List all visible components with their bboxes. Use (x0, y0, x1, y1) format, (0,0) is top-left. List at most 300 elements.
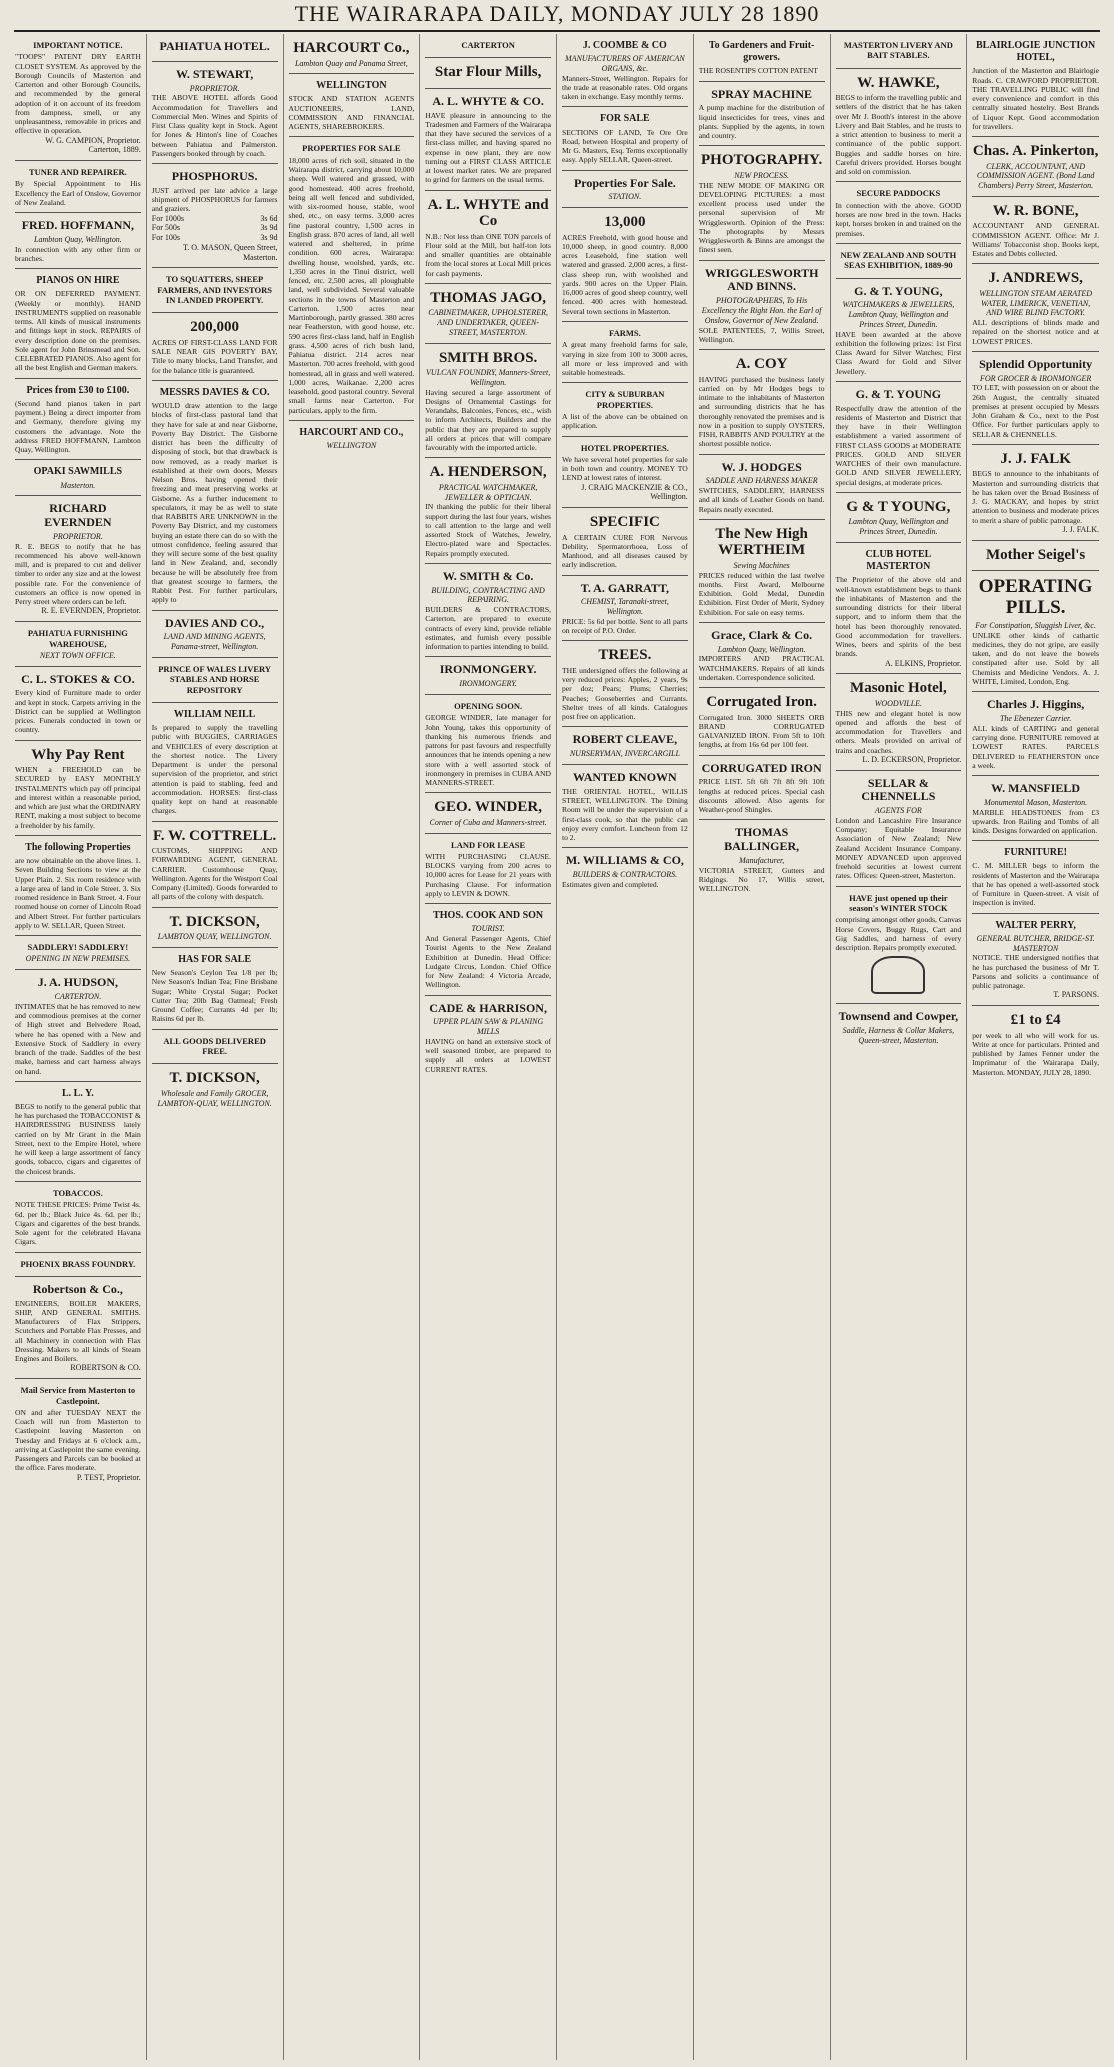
ad-body: BEGS to notify to the general public that he has purchased the TOBACCONIST & HAIRDRESSING BUSINESS lately carried on by Mr Grant in the Main Street, next to the Empire Hotel, where he will keep a large assortment of fancy goods, tobacco, cigars and cigarettes of the choicest brands. (15, 1101, 141, 1176)
ad-body: In connection with the above. GOOD horses are now bred in the town. Hacks kept, horses broken in and trained on the premises. (835, 200, 962, 238)
ad-subtitle: VULCAN FOUNDRY, Manners-Street, Wellington. (426, 368, 551, 387)
advertisement (699, 350, 825, 455)
ad-title: FRED. HOFFMANN, (21, 218, 135, 233)
advertisement (152, 1030, 278, 1065)
ad-signature: J. CRAIG MACKENZIE & CO., Wellington. (581, 482, 688, 502)
advertisement (972, 137, 1099, 197)
ad-body: THIS new and elegant hotel is now opened and affords the best of accommodation for Travellers and others. Meals provided on arrival of trains and coaches. (835, 708, 962, 755)
advertisement (562, 727, 688, 765)
advertisement (15, 667, 141, 741)
ad-body: 18,000 acres of rich soil, situated in the Wairarapa district, carrying about 10,000 sheep. Well watered and grassed, with good homestead. 400 acres freehold, being all well fenced and subdivided, with six-roomed house, stable, wool shed, etc., on easy terms. 3,000 acres fine pastoral country, 1,500 acres in English grass. 870 acres of land, all well watered and sheltered, in prime condition. 600 acres, Wairarapa: dwelling house, woolshed, yards, etc. 1,350 acres in the Tinui district, well fenced, etc. 2,500 acres, all ploughable land, well subdivided. Several valuable sections in the towns of Masterton and Carterton. 1,500 acres near Martinborough, partly grassed. 380 acres near Featherston, with good house, etc. 590 acres first-class land, half in English grass. 4,500 acres of rich bush land, Pahiatua district. 214 acres near Masterton. 700 acres freehold, with good homestead, all in grass and well watered. 1,000 acres, Waikanae. 2,200 acres leasehold, good pastoral country. Several small farms near Carterton. For particulars, apply to the firm. (288, 155, 415, 415)
advertisement (562, 171, 688, 209)
ad-subtitle: Monumental Mason, Masterton. (984, 797, 1088, 807)
ad-body: THE ORIENTAL HOTEL, WILLIS STREET, WELLINGTON. The Dining Room will be under the supervision of a first-class cook, so that the public can enjoy every comfort. Luncheon from 12 to 2. (562, 786, 688, 842)
ad-body: BUILDERS & CONTRACTORS, Carterton, are prepared to execute contracts of every kind, provide reliable estimates, and furnish every possible information to parties intending to build. (425, 605, 551, 652)
ad-title: Chas. A. Pinkerton, (972, 143, 1099, 160)
ad-subtitle: PRACTICAL WATCHMAKER, JEWELLER & OPTICIAN. (438, 482, 538, 502)
ad-body: Estimates given and completed. (562, 879, 659, 889)
ad-subtitle: UPPER PLAIN SAW & PLANING MILLS (432, 1017, 544, 1037)
ad-body: WHEN a FREEHOLD can be SECURED by EASY MONTHLY INSTALMENTS which pay off principal and interest within a reasonable period, and which are just what the ORDINARY RENT, making a most subject to become a freeholder by his family. (15, 765, 141, 830)
ad-body: Manners-Street, Wellington. Repairs for the trade at reasonable rates. Old organs taken in exchange. Easy monthly terms. (562, 73, 688, 102)
ad-body: Every kind of Furniture made to order and kept in stock. Carpets arriving in the District can be supplied at Wellington prices. Funerals conducted in town or country. (15, 688, 141, 735)
ad-title: T. A. GARRATT, (580, 580, 670, 595)
ad-subtitle: NURSERYMAN, INVERCARGILL (569, 749, 680, 759)
advertisement (15, 970, 141, 1082)
advertisement (425, 834, 551, 905)
ad-body: And General Passenger Agents, Chief Tourist Agents to the New Zealand Exhibition at Dunedin. Head Office: Ludgate Circus, London. Chief Office for New Zealand: 4 Victoria Arcade, Wellington. (425, 934, 551, 990)
ad-body: NOTE THESE PRICES: Prime Twist 4s. 6d. per lb.; Black Juice 4s. 6d. per lb.; Cigars and cigarettes of the best brands. Sole agent for the celebrated Havana Cigars. (15, 1200, 141, 1247)
ad-signature: ROBERTSON & CO. (70, 1363, 141, 1373)
ad-title: A. COY (735, 356, 788, 373)
advertisement (152, 1064, 278, 1113)
ad-body: TO LET, with possession on or about the 26th August, the centrally situated premises at present occupied by Messrs John Graham & Co., next to the Post Office. For further particulars apply to SELLAR & CHENNELLS. (972, 383, 1099, 439)
advertisement (425, 34, 551, 58)
ad-title: BLAIRLOGIE JUNCTION HOTEL, (976, 40, 1096, 64)
advertisement (562, 576, 688, 642)
ad-signature: A. ELKINS, Proprietor. (885, 658, 962, 668)
ad-body: STOCK AND STATION AGENTS AUCTIONEERS, LAND, COMMISSION AND FINANCIAL AGENTS, SHAREBROKERS. (288, 94, 415, 132)
price-label: For 1000s (151, 213, 184, 223)
advertisement (972, 776, 1099, 841)
ad-signature: J. J. FALK. (1062, 524, 1099, 534)
ad-subtitle: PROPRIETOR. (189, 83, 240, 93)
ad-title: The New High WERTHEIM (715, 525, 808, 559)
ad-title: OPENING SOON. (454, 701, 523, 711)
ad-title: J. ANDREWS, (988, 270, 1083, 287)
ad-subtitle: LAMBTON QUAY, WELLINGTON. (157, 932, 272, 942)
advertisement (15, 622, 141, 666)
ad-body: Respectfully draw the attention of the residents of Masterton and District that they have in their Wellington establishment a varied assortment of FIRST CLASS GOODS at MODERATE PRICES. GOLD AND SILVER WATCHES of their own manufacture. GOLD AND SILVER JEWELLERY, special designs, at moderate prices. (835, 403, 962, 487)
advertisement (425, 695, 551, 793)
advertisement (699, 34, 825, 82)
advertisement (425, 564, 551, 658)
ad-title: Prices from £30 to £100. (26, 384, 130, 396)
ad-title: SMITH BROS. (438, 349, 538, 366)
ad-title: HAVE just opened up their season's WINTER STOCK (849, 892, 948, 913)
advertisement (152, 703, 278, 822)
ad-body: Is prepared to supply the travelling public with BUGGIES, CARRIAGES and VEHICLES of every description at the shortest notice. The Livery Department is under the personal supervision of the proprietor, and strict attention is paid to stabling, feed and accommodation. HORSES: first-class quality kept on hand at reasonable charges. (151, 723, 278, 816)
ad-body: SWITCHES, SADDLERY, HARNESS and all kinds of Leather Goods on hand. Repairs neatly executed. (698, 486, 825, 514)
advertisement (425, 344, 551, 459)
ad-title: RICHARD EVERNDEN (44, 501, 112, 530)
advertisement (836, 69, 962, 183)
advertisement (699, 455, 825, 520)
advertisement (15, 161, 141, 213)
ad-body: Corrugated Iron. 3000 SHEETS ORB BRAND CORRUGATED GALVANIZED IRON. From 5ft to 10ft lengths, at from 16s 6d per 100 feet. (698, 712, 825, 750)
column-1 (10, 34, 147, 2060)
ad-title: Masonic Hotel, (850, 680, 947, 697)
ad-subtitle: WELLINGTON STEAM AERATED WATER, LIMERICK, VENETIAN, AND WIRE BLIND FACTORY. (979, 288, 1092, 318)
advertisement (836, 674, 962, 770)
ad-subtitle: PROPRIETOR. (52, 531, 103, 541)
ad-title: J. COOMBE & CO (582, 40, 667, 51)
ad-subtitle: Lambton Quay, Wellington and Princes Street, Dunedin. (848, 517, 949, 537)
ad-signature: L. D. ECKERSON, Proprietor. (862, 754, 962, 764)
ad-subtitle: NEXT TOWN OFFICE. (39, 650, 116, 660)
ad-body: ENGINEERS, BOILER MAKERS, SHIP, AND GENERAL SMITHS. Manufacturers of Flax Strippers, Scutchers and Portable Flax Presses, and all Machinery in connection with Flax Dressing. Makers to all kinds of Steam Engines and Boilers. (15, 1298, 141, 1364)
ad-body: are now obtainable on the above lines. 1. Seven Building Sections to view at the Upper Plain. 2. Six room residence with a large area of land in Cole Street. 3. Six roomed residence in Bank Street. 4. Four roomed house on corner of Lincoln Road and Albert Street. For further particulars apply to W. SELLAR, Queen Street. (15, 856, 141, 930)
ad-subtitle: Corner of Cuba and Manners-street. (429, 817, 547, 827)
advertisement (15, 1277, 141, 1379)
ad-title: NEW ZEALAND AND SOUTH SEAS EXHIBITION, 1889-90 (840, 249, 957, 271)
ad-title: LAND FOR LEASE (451, 839, 526, 850)
ad-title: HOTEL PROPERTIES. (580, 442, 669, 453)
price-label: For 500s (151, 223, 180, 233)
ad-title: W. HAWKE, (857, 74, 940, 91)
advertisement (15, 496, 141, 622)
ad-body: Having secured a large assortment of Designs of Ornamental Castings for Verandahs, Balconies, Fences, etc., wish to inform Architects, Builders and the public that they are prepared to supply all orders at prices that will compare favourably with the imported article. (425, 387, 551, 453)
ad-body: C. M. MILLER begs to inform the residents of Masterton and the Wairarapa that he has opened a well-assorted stock of Furniture in Queen-street. A visit of inspection is invited. (972, 861, 1099, 908)
advertisement (152, 313, 278, 381)
advertisement (836, 887, 962, 1005)
ad-title: Star Flour Mills, (434, 64, 542, 81)
advertisement (836, 34, 962, 69)
ad-title: £1 to £4 (1010, 1012, 1061, 1029)
ad-title: Charles J. Higgins, (986, 697, 1085, 712)
ad-subtitle: TOURIST. (471, 924, 505, 934)
advertisement (562, 322, 688, 383)
ad-subtitle: Manufacturer, (738, 856, 785, 865)
ad-body: HAVING purchased the business lately carried on by Mr Hodges begs to intimate to the inhabitants of Masterton and surrounding districts that he has thoroughly renovated the premises and is now in a position to supply OYSTERS, FISH, RABBITS AND POULTRY at the shortest possible notice. (698, 374, 825, 449)
ad-body: comprising amongst other goods, Canvas Horse Covers, Buggy Rugs, Cart and Gig Saddles, and harness of every description. Repairs promptly executed. (835, 915, 962, 953)
advertisement (152, 34, 278, 62)
ad-title: Mail Service from Masterton to Castlepoint. (20, 1385, 136, 1406)
ad-signature: R. E. EVERNDEN, Proprietor. (41, 606, 141, 616)
advertisement (15, 379, 141, 461)
ad-subtitle: WELLINGTON (326, 440, 377, 450)
ad-title: MESSRS DAVIES & CO. (159, 386, 270, 398)
advertisement (699, 520, 825, 623)
ad-body: IN thanking the public for their liberal support during the last four years, wishes to call attention to the large and well assorted Stock of Watches, Jewelry, Electro-plated ware and Spectacles. Repairs promptly executed. (425, 502, 551, 558)
ad-title: WANTED KNOWN (573, 769, 677, 784)
ad-title: OPAKI SAWMILLS (33, 466, 123, 478)
ad-body: HAVING on hand an extensive stock of well seasoned timber, are prepared to supply all orders at LOWEST CURRENT RATES. (425, 1036, 551, 1074)
advertisement (15, 936, 141, 970)
ad-title: TUNER AND REPAIRER. (28, 167, 127, 178)
ad-title: L. L. Y. (61, 1087, 94, 1099)
advertisement (836, 543, 962, 674)
ad-title: W. STEWART, (175, 66, 254, 81)
ad-title: TREES. (598, 647, 652, 664)
ad-body: HAVE been awarded at the above exhibition the following prizes: 1st First Class Award for Silver Watches; First Class Award for Gold and Silver Jewellery. (835, 329, 962, 376)
advertisement (699, 261, 825, 350)
ad-title: PHOENIX BRASS FOUNDRY. (20, 1258, 136, 1269)
advertisement (972, 352, 1099, 445)
ad-body: "TOOPS" PATENT DRY EARTH CLOSET SYSTEM. As approved by the Borough Councils of Masterton and Carterton and other Borough Councils, and recommended by the general adoption of it on account of its freedom from dampness, smell, or any unpleasantness, removable in prices and effective in operation. (15, 52, 141, 136)
ad-title: SELLAR & CHENNELLS (861, 775, 936, 804)
ad-subtitle: Lambton Quay and Panama Street, (294, 58, 408, 68)
advertisement (972, 197, 1099, 265)
advertisement (972, 914, 1099, 1006)
advertisement (562, 437, 688, 509)
ad-subtitle: Sewing Machines (733, 560, 790, 570)
ad-body: ACCOUNTANT AND GENERAL COMMISSION AGENT. Office: Mr J. Williams' Tobacconist shop. Books kept, Estates and Debts collected. (972, 221, 1099, 259)
ad-title: The following Properties (25, 841, 131, 853)
column-2 (147, 34, 284, 2060)
ad-body: A great many freehold farms for sale, varying in size from 100 to 3000 acres, all more or less improved and with suitable homesteads. (562, 340, 688, 378)
advertisement (289, 34, 415, 74)
ad-title: SPECIFIC (589, 514, 660, 531)
ad-body: SOLE PATENTEES, 7, Willis Street, Wellington. (698, 325, 825, 344)
ad-title: A. L. WHYTE and Co (427, 196, 549, 230)
advertisement (562, 383, 688, 436)
advertisement (15, 1082, 141, 1182)
advertisement (425, 458, 551, 564)
ad-body: R. E. BEGS to notify that he has recommenced his above well-known mill, and is prepared to cut and deliver timber to order any size and at the lowest possible rate. For the convenience of customers an office is now opened in Perry street where orders can be left. (15, 541, 141, 607)
column-5 (557, 34, 694, 2060)
advertisement (152, 908, 278, 948)
ad-subtitle: AGENTS FOR (874, 806, 922, 816)
ad-body: The Proprietor of the above old and well-known establishment begs to thank the inhabitants of Masterton and the surrounding districts for their liberal support, and to inform them that the hotel has been thoroughly renovated. Good accommodation for travellers. Wines, beers and spirits of the best brands. (835, 575, 962, 659)
advertisement (152, 658, 278, 703)
advertisement (425, 657, 551, 695)
ad-subtitle: Lambton Quay, Wellington. (34, 235, 122, 245)
advertisement (699, 146, 825, 260)
ad-title: 13,000 (604, 214, 646, 231)
ad-title: FARMS. (609, 327, 641, 338)
ad-title: TO SQUATTERS, SHEEP FARMERS, AND INVESTORS IN LANDED PROPERTY. (157, 274, 272, 306)
advertisement (972, 692, 1099, 776)
ad-body: Junction of the Masterton and Blairlogie Roads. C. CRAWFORD PROPRIETOR. THE TRAVELLING PUBLIC will find every convenience and comfort in this centrally situated hostelry. Best Brands of Liquor Kept. Good accommodation for travellers. (972, 66, 1099, 131)
ad-body: WITH PURCHASING CLAUSE. BLOCKS varying from 200 acres to 10,000 acres for Lease for 21 years with Purchasing Clause. For information apply to LEVIN & DOWN. (425, 851, 551, 898)
advertisement (836, 493, 962, 543)
advertisement (289, 137, 415, 420)
ad-title: T. DICKSON, (169, 913, 260, 930)
ad-title: Why Pay Rent (31, 746, 125, 763)
advertisement (972, 571, 1099, 692)
ad-body: BEGS to inform the travelling public and settlers of the district that he has taken over Mr J. Booth's interest in the above Livery and Bait Stables, and he trusts to a strict attention to business to merit a continuance of the public support. Buggies and saddle horses on hire. Careful drivers provided. Horses bought and sold on commission. (835, 93, 962, 177)
ad-body: N.B.: Not less than ONE TON parcels of Flour sold at the Mill, but half-ton lots and smaller quantities are obtainable from the local stores at Local Mill prices for cash payments. (425, 231, 551, 278)
advertisement (562, 848, 688, 894)
ad-title: WALTER PERRY, (995, 919, 1076, 931)
ad-subtitle: For Constipation, Sluggish Liver, &c. (975, 620, 1096, 630)
ad-body: A CERTAIN CURE FOR Nervous Debility, Spermatorrhoea, Loss of Manhood, and all diseases caused by early indiscretion. (562, 532, 688, 570)
ad-body: ON and after TUESDAY NEXT the Coach will run from Masterton to Castlepoint leaving Masterton on Tuesday and Fridays at 6 o'clock a.m., arriving at Castlepoint the same evening. Passengers and Parcels can be booked at the office. Fares moderate. (15, 1407, 141, 1473)
advertisement (425, 58, 551, 89)
ad-subtitle: Masterton. (60, 480, 96, 490)
ad-body: GEORGE WINDER, late manager for John Young, takes this opportunity of thanking his numerous friends and patrons for past favours and respectfully announces that he intends opening a new store with a well assorted stock of ironmongery in premises in CUBA AND MANNERS-STREET. (425, 713, 551, 788)
advertisement (15, 1182, 141, 1253)
ad-title: Townsend and Cowper, (838, 1009, 959, 1024)
ad-title: WELLINGTON (316, 80, 387, 92)
ad-title: IMPORTANT NOTICE. (33, 40, 123, 50)
advertisement (15, 213, 141, 269)
ad-title: C. L. STOKES & CO. (21, 671, 135, 686)
advertisement (836, 279, 962, 382)
ad-subtitle: Lambton Quay, Wellington. (717, 644, 806, 654)
ad-subtitle: BUILDING, CONTRACTING AND REPAIRING. (431, 585, 545, 605)
ad-title: HARCOURT Co., (293, 40, 410, 56)
ad-title: To Gardeners and Fruit-growers. (708, 40, 815, 64)
ad-body: ACRES OF FIRST-CLASS LAND FOR SALE NEAR GIS POVERTY BAY, Title to many blocks, Land Transfer, and for the balance title is guaranteed. (151, 337, 278, 375)
ad-body: By Special Appointment to His Excellency the Earl of Onslow, Governor of New Zealand. (15, 179, 141, 207)
ad-body: PRICE LIST. 5ft 6ft 7ft 8ft 9ft 10ft lengths at reduced prices. Special cash discounts allowed. Also agents for Weather-proof Shingles. (698, 777, 825, 815)
advertisement (699, 688, 825, 756)
ad-title: Robertson & Co., (32, 1281, 123, 1296)
ad-title: PAHIATUA FURNISHING WAREHOUSE, (27, 628, 128, 649)
advertisement (562, 34, 688, 107)
ad-subtitle: GENERAL BUTCHER, BRIDGE-ST. MASTERTON (976, 933, 1095, 953)
ad-title: G & T YOUNG, (846, 498, 951, 515)
masthead-rule (14, 30, 1100, 32)
advertisement (562, 208, 688, 322)
ad-title: W. SMITH & Co. (442, 568, 534, 583)
ad-title: CORRUGATED IRON (701, 760, 822, 775)
ad-title: M. WILLIAMS & CO, (565, 853, 684, 868)
ad-body: IMPORTERS AND PRACTICAL WATCHMAKERS. Repairs of all kinds undertaken. Correspondence solicited. (698, 654, 825, 682)
advertisement (152, 611, 278, 658)
ad-title: THOMAS JAGO, (430, 289, 547, 306)
ad-subtitle: CABINETMAKER, UPHOLSTERER, AND UNDERTAKER, QUEEN-STREET, MASTERTON. (428, 308, 549, 337)
ad-title: SPRAY MACHINE (711, 86, 813, 101)
ad-subtitle: WOODVILLE. (874, 698, 923, 708)
advertisement (152, 62, 278, 164)
ad-body: London and Lancashire Fire Insurance Company; Equitable Insurance Association of New Zealand; New Zealand Accident Insurance Company. MONEY ADVANCED upon approved freehold securities at lowest current rates. Offices: Queen-street, Masterton. (835, 815, 962, 881)
ad-title: GEO. WINDER, (434, 799, 542, 816)
ad-title: T. DICKSON, (169, 1070, 260, 1087)
ad-subtitle: CHEMIST, Taranaki-street, Wellington. (580, 597, 669, 617)
advertisement (562, 508, 688, 576)
ad-body: ALL descriptions of blinds made and repaired on the shortest notice and at LOWEST PRICES. (972, 318, 1099, 346)
price-row (152, 214, 278, 224)
ad-title: PHOSPHORUS. (171, 169, 258, 184)
advertisement (562, 107, 688, 170)
ad-title: CITY & SUBURBAN PROPERTIES. (585, 389, 665, 410)
advertisement (425, 904, 551, 995)
advertisement (836, 771, 962, 887)
ad-subtitle: The Ebenezer Carrier. (999, 714, 1072, 723)
ad-body: THE ABOVE HOTEL affords Good Accommodation for Travellers and Commercial Men. Wines and Spirits of First Class quality kept in Stock. Agent for Jones & Hinton's line of Coaches between Pahiatua and Palmerston. Passengers booked through by coach. (151, 93, 278, 158)
advertisement (972, 841, 1099, 913)
ad-title: PHOTOGRAPHY. (700, 152, 823, 169)
column-3 (284, 34, 421, 2060)
ad-body: THE undersigned offers the following at very reduced prices: Apples, 2 years, 9s per doz; Pears; Plums; Cherries; Peaches; Gooseberries and Currants. Shelter trees of all kinds. Catalogues post free on application. (562, 665, 688, 722)
ad-title: A. HENDERSON, (429, 464, 547, 481)
ad-title: ROBERT CLEAVE, (572, 732, 678, 747)
ad-body: PRICES reduced within the last twelve months. First Award, Melbourne Exhibition. Gold Medal, Dunedin Exhibition. First Order of Merit, Sydney Exhibition. For sale on easy terms. (698, 570, 825, 617)
advertisement (15, 1253, 141, 1277)
ad-title: PROPERTIES FOR SALE (302, 143, 401, 154)
advertisement (15, 741, 141, 836)
advertisement (152, 822, 278, 908)
advertisement (425, 89, 551, 191)
advertisement (836, 382, 962, 493)
ad-body: A pump machine for the distribution of liquid insecticides for trees, vines and plants. Supplied by the agents, in town and country. (698, 103, 825, 141)
ad-title: SADDLERY! SADDLERY! (27, 942, 129, 953)
ad-title: DAVIES AND CO., (165, 615, 265, 630)
ad-signature: T. PARSONS. (1053, 990, 1099, 1000)
ad-body: UNLIKE other kinds of cathartic medicines, they do not gripe, are easily taken, and do not leave the bowels constipated after use. Sold by all Chemists and Medicine Vendors. A. J. WHITE, Limited, London, Eng. (972, 630, 1099, 686)
ad-title: Mother Seigel's (985, 546, 1086, 563)
advertisement (289, 421, 415, 456)
ad-body: THE ROSENTIPS COTTON PATENT (698, 66, 818, 76)
ad-body: CUSTOMS, SHIPPING AND FORWARDING AGENT, GENERAL CARRIER. Customhouse Quay, Wellington. Agents for the Westport Coal Company (Limited). Goods forwarded to all parts of the colony with despatch. (151, 846, 278, 902)
advertisement (972, 1006, 1099, 1082)
ad-subtitle: FOR GROCER & IRONMONGER (979, 373, 1092, 383)
advertisement (699, 820, 825, 898)
ad-signature: P. TEST, Proprietor. (76, 1472, 141, 1482)
advertisement (425, 793, 551, 833)
ad-title: G. & T. YOUNG (855, 386, 942, 401)
advertisement (15, 1379, 141, 1487)
advertisement (425, 284, 551, 344)
ad-body: NOTICE. THE undersigned notifies that he has purchased the business of Mr T. Parsons and solicits a continuance of public patronage. (972, 953, 1099, 991)
ad-title: THOS. COOK AND SON (433, 910, 544, 922)
masthead: THE WAIRARAPA DAILY, MONDAY JULY 28 1890 (294, 1, 820, 26)
advertisement (289, 74, 415, 137)
ad-subtitle: BUILDERS & CONTRACTORS. (572, 870, 678, 880)
advertisement (972, 445, 1099, 541)
advertisement (972, 34, 1099, 137)
ad-title: HAS FOR SALE (178, 953, 252, 965)
ad-body: HAVE pleasure in announcing to the Tradesmen and Farmers of the Wairarapa that they have secured the services of a first-class miller, and having spared no expense in new plant, they are now turning out a FIRST CLASS ARTICLE at lowest market rates. We are prepared to grind for farmers on the usual terms. (425, 110, 551, 185)
ad-subtitle: NEW PROCESS. (734, 170, 789, 180)
ad-subtitle: CLERK, ACCOUNTANT, AND COMMISSION AGENT. (Bond Land Chambers) Perry Street, Masterton. (976, 161, 1095, 191)
ad-body: WOULD draw attention to the large blocks of first-class pastoral land that they have for sale at and near Gisborne, Poverty Bay District. The Gisborne district has been the difficulty of disposing of stock, but that drawback is now removed, as a ready market is established at their own doors, Messrs Nelson Bros. having opened their freezing and meat preserving works at Gisborne. As a further inducement to speculators, it may be as well to state that RABBITS ARE UNKNOWN in the Poverty Bay District, and my customers buying an estate there can do so with the utmost confidence, feeling assured that they will secure some of the best quality land in New Zealand, and, secondly because he will be absolutely free from that greatest scourge to farmers, the Rabbit Pest. For further particulars, apply to (151, 401, 278, 605)
ad-subtitle: STATION. (608, 192, 642, 202)
ad-body: THE NEW MODE OF MAKING OR DEVELOPING PICTURES: a most excellent process used under the personal supervision of Mr Wrigglesworth. Opinion of the Press: The photographs by Messrs Wrigglesworth & Binns are amongst the finest seen. (698, 180, 825, 255)
ad-title: PRINCE OF WALES LIVERY STABLES AND HORSE REPOSITORY (158, 663, 272, 695)
ad-title: F. W. COTTRELL. (153, 827, 277, 844)
ad-title: Corrugated Iron. (706, 694, 817, 711)
ad-body: JUST arrived per late advice a large shipment of PHOSPHORUS for farmers and graziers. (151, 185, 278, 214)
advertisement (152, 268, 278, 313)
ad-title: THOMAS BALLINGER, (724, 825, 800, 854)
ad-body: INTIMATES that he has removed to new and commodious premises at the corner of High street and Belvedere Road, where he has opened with a New and Extensive Stock of Saddlery in every branch of the trade. Saddles of the best make, harness and cart harness always on hand. (15, 1001, 141, 1076)
ad-body: MARBLE HEADSTONES from £3 upwards. Iron Railing and Tombs of all kinds. Designs forwarded on application. (972, 807, 1099, 836)
advertisement (699, 623, 825, 688)
ad-signature: T. O. MASON, Queen Street, Masterton. (182, 242, 278, 262)
ad-subtitle: CARTERTON. (54, 992, 102, 1002)
advertisement (15, 836, 141, 936)
price-row (152, 233, 278, 243)
advertisement (972, 264, 1099, 352)
ad-title: WILLIAM NEILL (173, 709, 256, 721)
ad-title: W. J. HODGES (721, 459, 802, 474)
column-4 (420, 34, 557, 2060)
ad-title: G. & T. YOUNG, (854, 283, 943, 298)
advertisement (152, 164, 278, 268)
ad-signature: W. G. CAMPION, Proprietor. Carterton, 1889. (45, 135, 141, 155)
ad-title: A. L. WHYTE & CO. (432, 93, 544, 108)
advertisement (836, 1004, 962, 1050)
ad-title: FURNITURE! (1004, 847, 1068, 859)
columns-container (10, 34, 1104, 2060)
ad-body: SECTIONS OF LAND, Te Ore Ore Road, between Hospital and property of Mr G. Masters, Esq. Terms exceptionally easy. Apply SELLAR, Queen-street. (562, 127, 688, 165)
ad-subtitle: IRONMONGERY. (459, 679, 517, 689)
advertisement (152, 381, 278, 611)
ad-title: HARCOURT AND CO., (299, 426, 404, 438)
ad-subtitle: WATCHMAKERS & JEWELLERS, Lambton Quay, Wellington and Princes Street, Dunedin. (842, 300, 955, 329)
ad-subtitle: MANUFACTURERS OF AMERICAN ORGANS, &c. (565, 54, 685, 73)
ad-title: PIANOS ON HIRE (36, 275, 120, 287)
ad-body: PRICE: 5s 6d per bottle. Sent to all parts on receipt of P.O. Order. (562, 616, 688, 636)
ad-title: CADE & HARRISON, (429, 1000, 547, 1015)
price-value: 3s 9d (260, 223, 278, 233)
ad-title: TOBACCOS. (53, 1187, 103, 1198)
ad-body: OR ON DEFERRED PAYMENT. (Weekly or monthly). HAND INSTRUMENTS supplied on reasonable terms. All kinds of musical instruments and fittings kept in stock. REPAIRS of every description done on the premises. Sole agent for John Brinsmead and Son. CELEBRATED PIANOS. Also agent for all the best English and German makers. (15, 289, 141, 373)
advertisement (562, 765, 688, 848)
ad-body: ACRES Freehold, with good house and 10,000 sheep, in good country. 8,000 acres Leasehold, fine station well watered and grassed. 2,000 acres, a first-class sheep run, with woolshed and yards. 900 acres on the Upper Plain. 16,000 acres of good sheep country, well fenced. 400 acres with homestead. Several town sections in Masterton. (562, 232, 688, 316)
ad-subtitle: PHOTOGRAPHERS, To His Excellency the Right Hon. the Earl of Onslow, Governor of New Zealand. (701, 296, 822, 325)
ad-title: Properties For Sale. (573, 175, 676, 190)
ad-subtitle: SADDLE AND HARNESS MAKER (705, 476, 818, 486)
ad-body: We have several hotel properties for sale in both town and country. MONEY TO LEND at lowest rates of interest. (562, 454, 688, 483)
ad-title: Splendid Opportunity (979, 356, 1093, 371)
ad-subtitle: OPENING IN NEW PREMISES. (25, 954, 131, 964)
ad-title: J. J. FALK (1000, 450, 1071, 467)
ad-title: CARTERTON (461, 40, 515, 50)
